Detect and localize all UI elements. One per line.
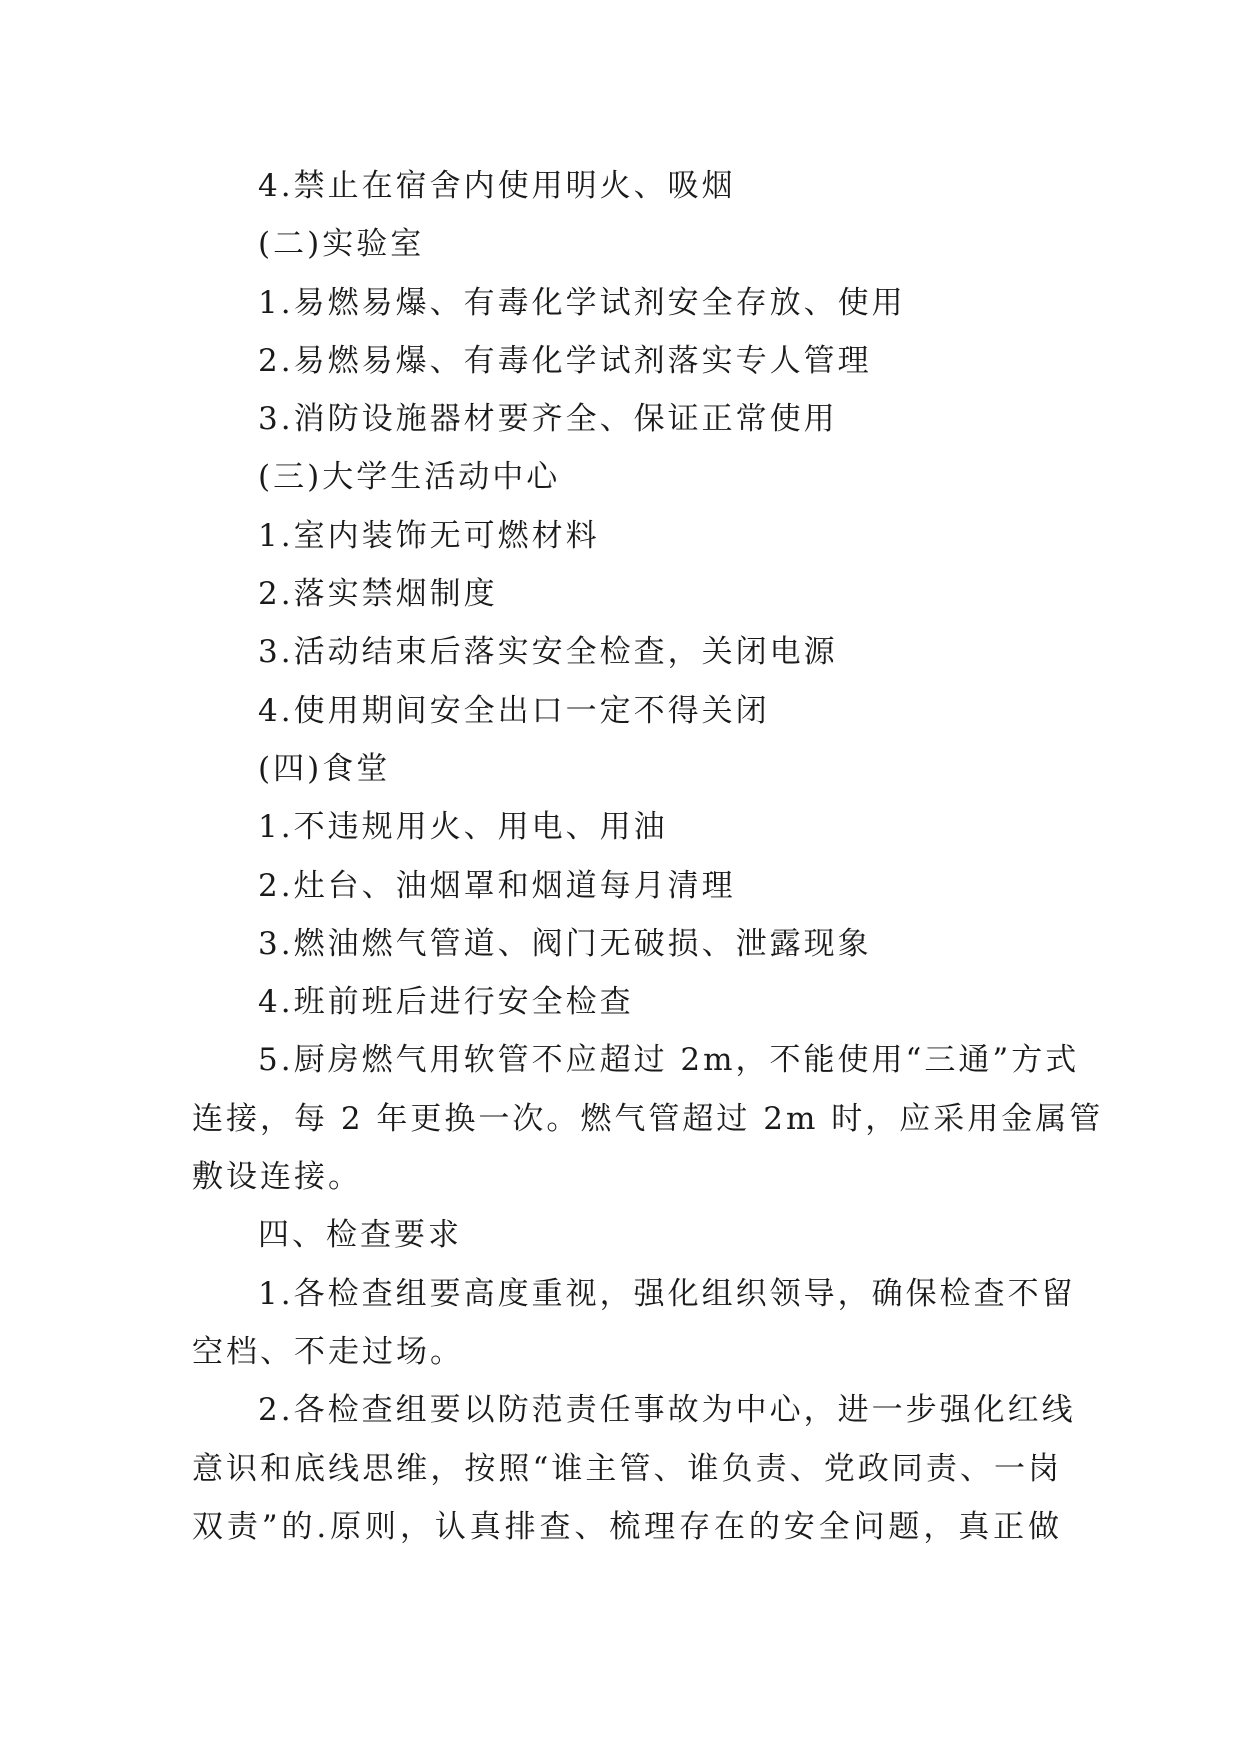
paragraph-line: 意识和底线思维，按照“谁主管、谁负责、党政同责、一岗: [192, 1450, 1062, 1487]
paragraph-line: 连接，每 2 年更换一次。燃气管超过 2m 时，应采用金属管: [192, 1100, 1104, 1137]
paragraph-line: 空档、不走过场。: [192, 1333, 464, 1370]
section-heading: (二)实验室: [258, 226, 425, 263]
paragraph-line: 敷设连接。: [192, 1159, 362, 1196]
list-item: 3.燃油燃气管道、阀门无破损、泄露现象: [258, 925, 872, 962]
paragraph-line: 1.各检查组要高度重视，强化组织领导，确保检查不留: [258, 1275, 1076, 1312]
list-item: 1.室内装饰无可燃材料: [258, 517, 600, 554]
paragraph-line: 2.各检查组要以防范责任事故为中心，进一步强化红线: [258, 1392, 1076, 1429]
section-heading: (三)大学生活动中心: [258, 459, 561, 496]
list-item: 4.班前班后进行安全检查: [258, 984, 634, 1021]
section-heading: 四、检查要求: [258, 1217, 462, 1254]
list-item: 2.灶台、油烟罩和烟道每月清理: [258, 867, 736, 904]
list-item: 3.活动结束后落实安全检查，关闭电源: [258, 634, 838, 671]
list-item: 1.不违规用火、用电、用油: [258, 809, 668, 846]
list-item: 4.使用期间安全出口一定不得关闭: [258, 692, 770, 729]
section-heading: (四)食堂: [258, 750, 391, 787]
list-item: 2.易燃易爆、有毒化学试剂落实专人管理: [258, 342, 872, 379]
paragraph-line: 5.厨房燃气用软管不应超过 2m，不能使用“三通”方式: [258, 1042, 1080, 1079]
document-body: [192, 157, 1104, 1556]
list-item: 2.落实禁烟制度: [258, 576, 498, 613]
list-item: 3.消防设施器材要齐全、保证正常使用: [258, 401, 838, 438]
list-item: 4.禁止在宿舍内使用明火、吸烟: [258, 168, 736, 204]
list-item: 1.易燃易爆、有毒化学试剂安全存放、使用: [258, 284, 906, 321]
paragraph-line: 双责”的.原则，认真排查、梳理存在的安全问题，真正做: [192, 1508, 1062, 1545]
